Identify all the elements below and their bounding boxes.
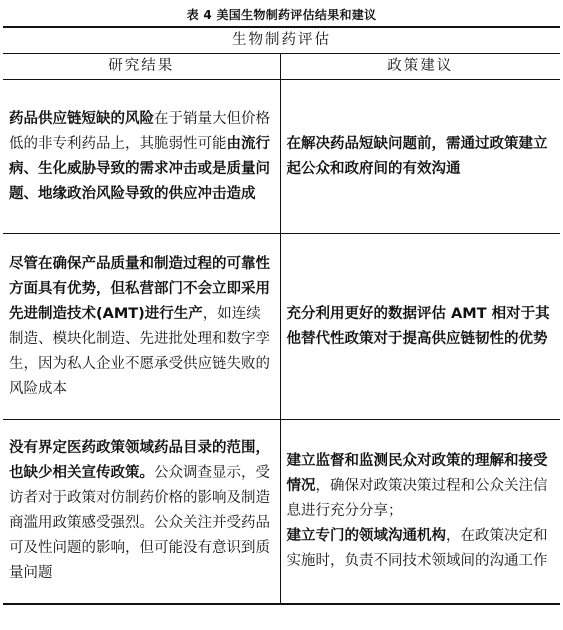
column-header-row [3, 54, 560, 80]
finding-text: ，如连续制造、模块化制造、先进批处理和数字孪生，因为私人企业不愿承受供应链失败的风险成本 [9, 305, 270, 397]
recommendation-second-item [287, 524, 555, 574]
header-findings: 研究结果 [3, 54, 280, 80]
recommendation-cell [280, 234, 560, 420]
table-caption: 表 4 美国生物制药评估结果和建议 [186, 8, 377, 22]
finding-text: 公众调查显示，受访者对于政策对仿制药价格的影响及制造商滥用政策感受强烈。公众关注并受药品可及性问题的影响，但可能没有意识到质量问题 [9, 465, 270, 582]
table-row [3, 80, 560, 234]
recommendation-bold-text: 建立专门的领域沟通机构 [286, 527, 446, 544]
recommendation-cell [280, 80, 560, 234]
finding-bold-text: 由流行病、生化威胁导致的需求冲击或是质量问题、地缘政治风险导致的供应冲击造成 [9, 135, 270, 202]
finding-cell [3, 234, 280, 420]
finding-bold-text: 药品供应链短缺的风险 [9, 110, 154, 127]
table-row [3, 420, 560, 604]
recommendation-bold-text: 充分利用更好的数据评估 AMT 相对于其他替代性政策对于提高供应链韧性的优势 [286, 305, 550, 347]
finding-bold-text: 尽管在确保产品质量和制造过程的可靠性方面具有优势，但私营部门不会立即采用先进制造技术(AMT)进行生产 [9, 255, 270, 322]
recommendation-text: ，在政策决定和实施时，负责不同技术领域间的沟通工作 [286, 527, 548, 569]
finding-cell [3, 420, 280, 604]
recommendation-bold-text: 建立监督和监测民众对政策的理解和接受情况 [286, 452, 548, 494]
table-title: 生物制药评估 [3, 27, 560, 54]
recommendation-text: ，确保对政策决策过程和公众关注信息进行充分分享； [286, 477, 548, 519]
finding-bold-text: 没有界定医药政策领域药品目录的范围，也缺少相关宣传政策。 [9, 440, 270, 482]
evaluation-table [3, 26, 560, 605]
finding-text: 在于销量大但价格低的非专利药品上，其脆弱性可能 [9, 110, 270, 152]
table-title-row [3, 27, 560, 54]
recommendation-bold-text: 在解决药品短缺问题前，需通过政策建立起公众和政府间的有效沟通 [286, 135, 548, 177]
header-recommendations: 政策建议 [280, 54, 560, 80]
finding-cell [3, 80, 280, 234]
table-row [3, 234, 560, 420]
recommendation-cell [280, 420, 560, 604]
